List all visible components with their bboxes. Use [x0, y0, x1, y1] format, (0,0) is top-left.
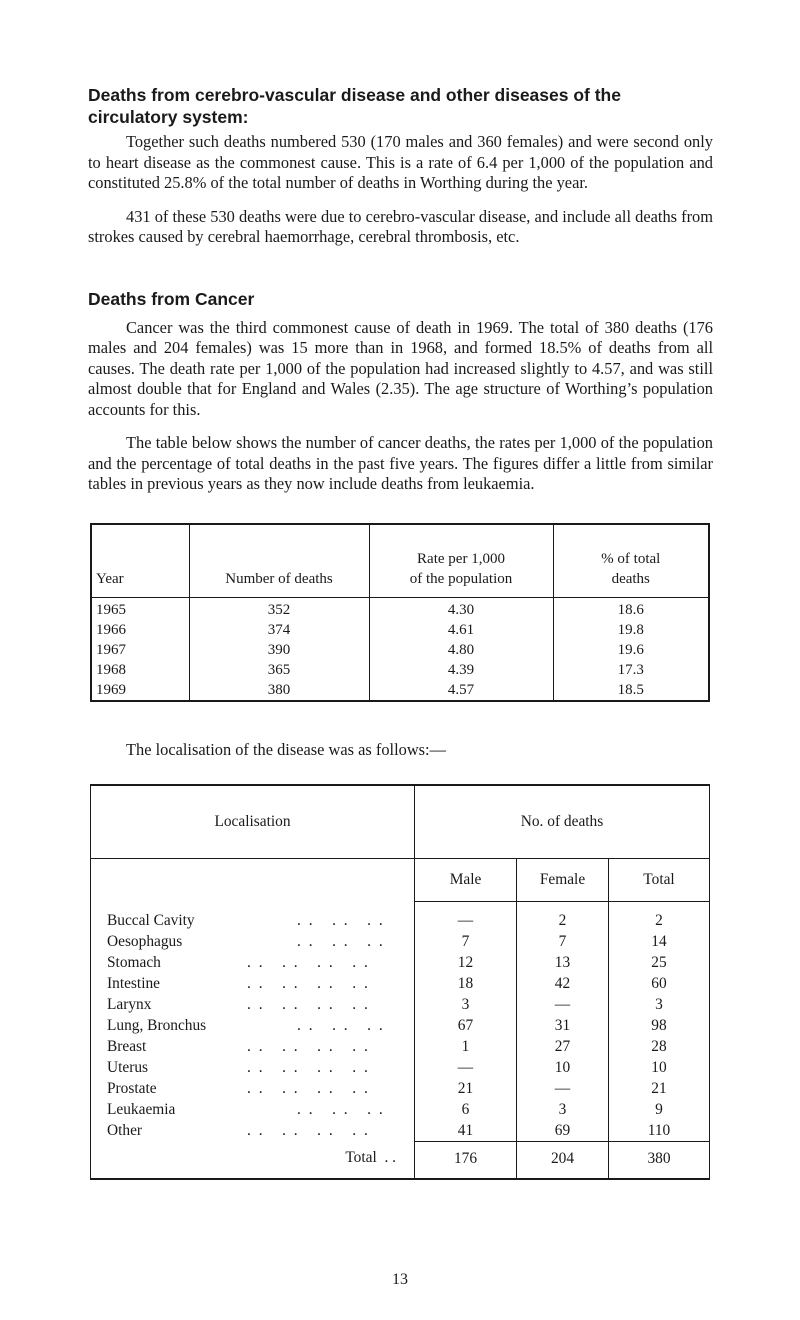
table-row — [91, 620, 709, 640]
site-label: Leukaemia — [107, 1101, 176, 1118]
cell-rate: 4.61 — [369, 620, 553, 640]
leader-dots: . . . . . . — [297, 1101, 385, 1118]
table-row — [91, 597, 709, 620]
header-total: Total — [609, 859, 710, 902]
cell-number: 374 — [189, 620, 369, 640]
cell-site — [91, 1078, 415, 1099]
cell-male: 12 — [415, 952, 517, 973]
page-number: 13 — [392, 1271, 408, 1288]
table-row — [91, 952, 710, 973]
cell-female: 69 — [517, 1120, 609, 1142]
heading-line: circulatory system: — [88, 107, 249, 127]
circulatory-heading — [88, 84, 713, 128]
cell-number: 390 — [189, 640, 369, 660]
site-label: Intestine — [107, 975, 160, 992]
header-number: Number of deaths — [189, 524, 369, 598]
cell-male: 18 — [415, 973, 517, 994]
cell-year: 1969 — [91, 680, 189, 701]
cell-total-label — [91, 1142, 415, 1180]
header-localisation: Localisation — [91, 785, 415, 859]
cell-site — [91, 902, 415, 932]
cell-total: 14 — [651, 933, 667, 950]
cell-male: 67 — [415, 1015, 517, 1036]
cell-percent: 19.8 — [617, 621, 644, 638]
site-label: Oesophagus — [107, 933, 183, 950]
cell-percent: 17.3 — [617, 661, 644, 678]
cell-female: 13 — [517, 952, 609, 973]
cell-female: 3 — [517, 1099, 609, 1120]
cell-male: 3 — [415, 994, 517, 1015]
cell-male: 21 — [415, 1078, 517, 1099]
cell-male: 1 — [415, 1036, 517, 1057]
leader-dots: . . . . . . . . — [247, 996, 370, 1013]
leader-dots: . . . . . . . . — [247, 1038, 370, 1055]
cell-site — [91, 973, 415, 994]
cell-male: 41 — [415, 1120, 517, 1142]
cell-total: 9 — [655, 1101, 663, 1118]
site-label: Larynx — [107, 996, 152, 1013]
cell-rate: 4.57 — [369, 680, 553, 701]
site-label: Breast — [107, 1038, 147, 1055]
cell-site — [91, 952, 415, 973]
cell-male: — — [415, 902, 517, 932]
cell-male: 176 — [415, 1142, 517, 1180]
cell-site — [91, 931, 415, 952]
document-page — [88, 84, 713, 1180]
cell-female: — — [517, 1078, 609, 1099]
leader-dots: . . . . . . . . — [247, 1122, 370, 1140]
table-row — [91, 660, 709, 680]
cell-total: 2 — [655, 912, 663, 929]
cell-year: 1965 — [91, 597, 189, 620]
cell-site — [91, 1057, 415, 1078]
cell-total: 98 — [651, 1017, 667, 1034]
leader-dots: . . — [384, 1149, 396, 1167]
leader-dots: . . . . . . . . — [247, 954, 370, 971]
table-row — [91, 973, 710, 994]
cell-total: 21 — [651, 1080, 667, 1097]
leader-dots: . . . . . . — [297, 1017, 385, 1034]
table-row — [91, 1015, 710, 1036]
cell-rate: 4.39 — [369, 660, 553, 680]
header-percent-line: deaths — [611, 570, 650, 587]
circulatory-paragraph-2: 431 of these 530 deaths were due to cerebro-vascular disease, and include all deaths from strokes caused by cerebral haemorrhage, cerebral thrombosis, etc. — [88, 206, 713, 246]
cell-number: 352 — [189, 597, 369, 620]
cell-site — [91, 1099, 415, 1120]
cell-female: 204 — [517, 1142, 609, 1180]
cell-total: 10 — [651, 1059, 667, 1076]
total-label: Total — [345, 1149, 377, 1167]
header-rate-line: Rate per 1,000 — [417, 550, 505, 567]
header-deaths: No. of deaths — [415, 785, 710, 859]
cell-site — [91, 1036, 415, 1057]
cell-female: 7 — [517, 931, 609, 952]
leader-dots: . . . . . . . . — [247, 1080, 370, 1097]
cell-site — [91, 1015, 415, 1036]
cell-female: 31 — [517, 1015, 609, 1036]
cell-percent: 18.5 — [617, 681, 644, 698]
cell-number: 380 — [189, 680, 369, 701]
site-label: Other — [107, 1122, 143, 1140]
localisation-intro: The localisation of the disease was as follows:— — [126, 739, 446, 759]
table-row — [91, 1099, 710, 1120]
header-rate-line: of the population — [409, 570, 513, 587]
cell-rate: 4.80 — [369, 640, 553, 660]
cell-site — [91, 1120, 415, 1142]
cancer-paragraph-2: The table below shows the number of cancer deaths, the rates per 1,000 of the population and the percentage of total deaths in the past five years. The figures differ a little from similar tables in previous years as they now include deaths from leukaemia. — [88, 433, 713, 493]
table-row — [91, 902, 710, 932]
site-label: Stomach — [107, 954, 161, 971]
table-row — [91, 1120, 710, 1142]
total-row — [91, 1142, 710, 1180]
cell-total: 60 — [651, 975, 667, 992]
table-row — [91, 1036, 710, 1057]
cell-male: — — [415, 1057, 517, 1078]
table-row — [91, 680, 709, 701]
cancer-heading: Deaths from Cancer — [88, 288, 255, 309]
cell-male: 7 — [415, 931, 517, 952]
cell-female: 2 — [517, 902, 609, 932]
header-male: Male — [415, 859, 517, 902]
site-label: Buccal Cavity — [107, 911, 195, 929]
header-female: Female — [517, 859, 609, 902]
header-rate — [369, 524, 553, 598]
leader-dots: . . . . . . — [297, 933, 385, 950]
cell-total: 110 — [647, 1122, 671, 1139]
cell-female: 42 — [517, 973, 609, 994]
header-year: Year — [91, 524, 189, 598]
table-row — [91, 1078, 710, 1099]
cell-percent: 19.6 — [617, 641, 644, 658]
table-row — [91, 994, 710, 1015]
cell-rate: 4.30 — [369, 597, 553, 620]
site-label: Prostate — [107, 1080, 157, 1097]
leader-dots: . . . . . . . . — [247, 1059, 370, 1076]
header-blank — [91, 859, 415, 902]
cancer-paragraph-1: Cancer was the third commonest cause of death in 1969. The total of 380 deaths (176 males and 204 females) was 15 more than in 1968, and formed 18.5% of deaths from all causes. The death rate per 1,000 of the population had increased slightly to 4.57, and was still almost double that for England and Wales (2.35). The age structure of Worthing’s population accounts for this. — [88, 317, 713, 419]
cell-female: 10 — [517, 1057, 609, 1078]
cell-percent: 18.6 — [617, 601, 644, 618]
table-row — [91, 1057, 710, 1078]
header-percent-line: % of total — [601, 550, 661, 567]
cell-year: 1968 — [91, 660, 189, 680]
header-percent — [553, 524, 709, 598]
cancer-rates-table — [90, 523, 710, 702]
cell-year: 1967 — [91, 640, 189, 660]
leader-dots: . . . . . . — [297, 911, 385, 929]
cell-female: 27 — [517, 1036, 609, 1057]
cell-year: 1966 — [91, 620, 189, 640]
cell-total: 3 — [655, 996, 663, 1013]
site-label: Lung, Bronchus — [107, 1017, 207, 1034]
leader-dots: . . . . . . . . — [247, 975, 370, 992]
cell-total: 380 — [609, 1142, 710, 1180]
table-row — [91, 640, 709, 660]
cell-number: 365 — [189, 660, 369, 680]
heading-line: Deaths from cerebro-vascular disease and other diseases of the — [88, 85, 621, 105]
site-label: Uterus — [107, 1059, 149, 1076]
cell-female: — — [517, 994, 609, 1015]
cell-site — [91, 994, 415, 1015]
cell-total: 28 — [651, 1038, 667, 1055]
localisation-table — [90, 784, 710, 1180]
circulatory-paragraph-1: Together such deaths numbered 530 (170 males and 360 females) and were second only to heart disease as the commonest cause. This is a rate of 6.4 per 1,000 of the population and constituted 25.8% of the total number of deaths in Worthing during the year. — [88, 132, 713, 192]
cell-total: 25 — [651, 954, 667, 971]
table-row — [91, 931, 710, 952]
cell-male: 6 — [415, 1099, 517, 1120]
